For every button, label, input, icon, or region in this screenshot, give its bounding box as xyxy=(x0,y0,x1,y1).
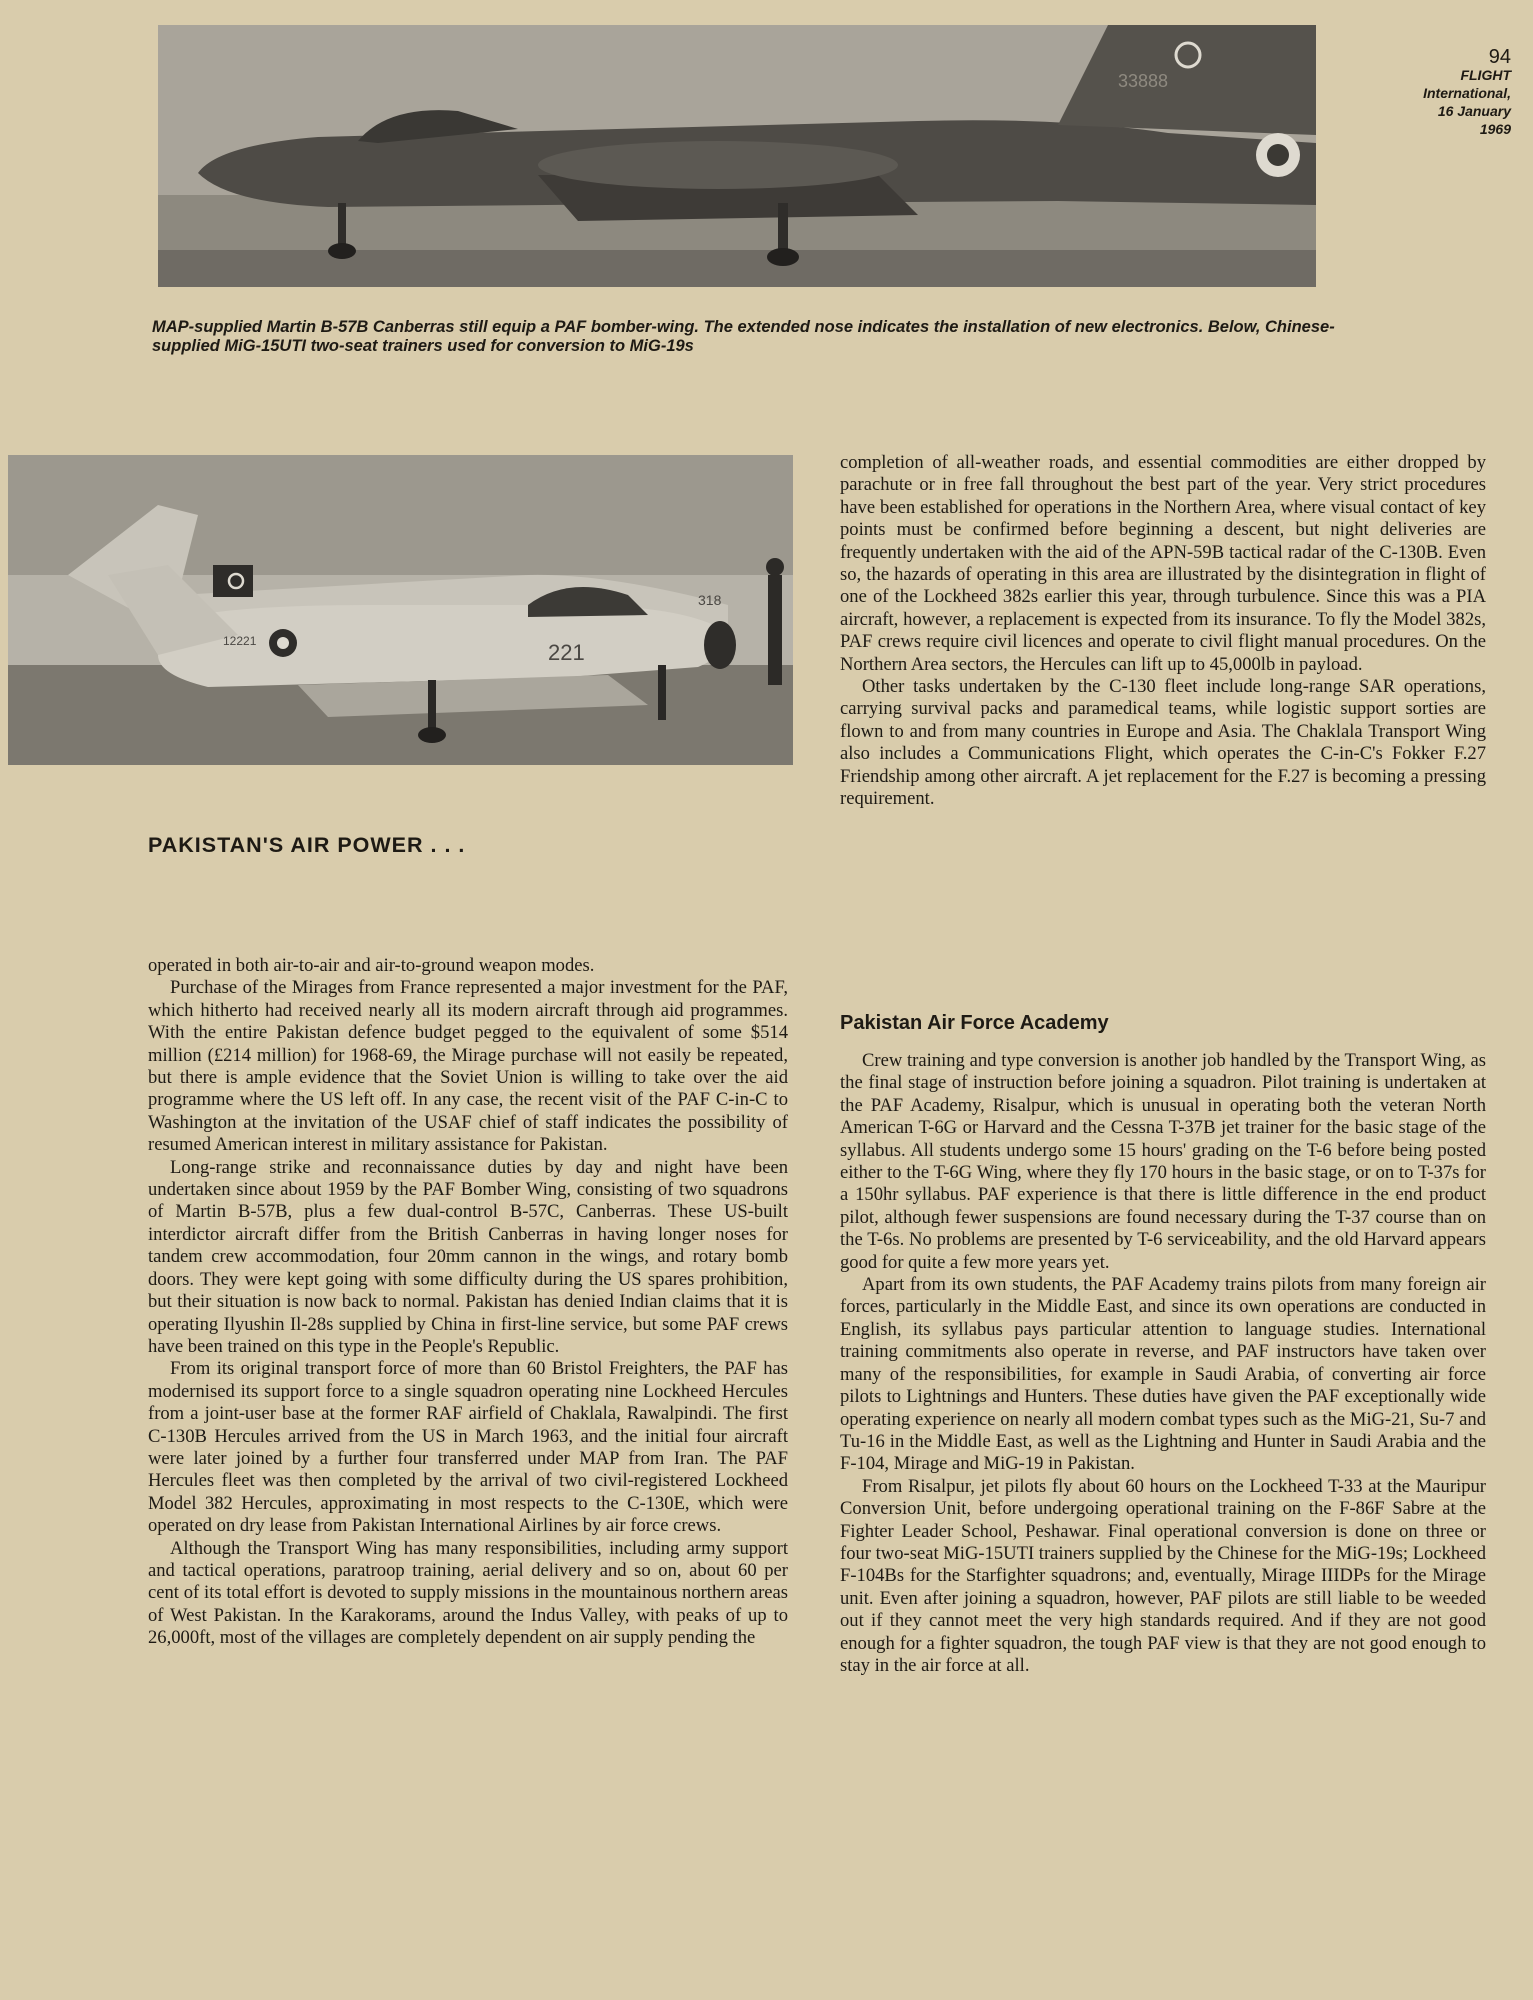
canberra-photo xyxy=(158,25,1316,287)
paragraph: Crew training and type conversion is another job handled by the Transport Wing, as the final stage of instruction before joining a squadron. Pilot training is undertaken at the PAF Academy, Risalpur, which is unusual in operating both the veteran North American T-6G or Harvard and the Cessna T-37B jet trainer for the basic stage of the syllabus. All students undergo some 15 hours' grading on the T-6 before being posted either to the T-6G Wing, where they fly 170 hours in the basic stage, or on to T-37s for a 150hr syllabus. PAF experience is that there is little difference in the end product pilot, although fewer suspensions are found necessary during the T-37 course than on the T-6s. No problems are presented by T-6 serviceability, and the old Harvard appears good for quite a few more years yet. xyxy=(840,1050,1486,1273)
page-header xyxy=(1311,48,1511,138)
paragraph: Other tasks undertaken by the C-130 fleet include long-range SAR operations, carrying survival packs and paramedical teams, while logistic support sorties are flown to and from many countries in Europe and Asia. The Chaklala Transport Wing also includes a Communications Flight, which operates the C-in-C's Fokker F.27 Friendship among other aircraft. A jet replacement for the F.27 is becoming a pressing requirement. xyxy=(840,676,1486,810)
mig-tail-number: 12221 xyxy=(223,634,257,648)
issue-year: 1969 xyxy=(1479,121,1511,137)
left-column xyxy=(148,955,788,1650)
mig-nose-number: 318 xyxy=(698,592,722,608)
page-number: 94 xyxy=(1488,46,1511,68)
right-column-bottom xyxy=(840,1050,1486,1677)
canberra-serial: 33888 xyxy=(1118,71,1169,91)
section-title: PAKISTAN'S AIR POWER . . . xyxy=(148,833,466,857)
subheading: Pakistan Air Force Academy xyxy=(840,1012,1109,1034)
magazine-edition: International, xyxy=(1423,85,1511,101)
paragraph: Long-range strike and reconnaissance duties by day and night have been undertaken since about 1959 by the PAF Bomber Wing, consisting of two squadrons of Martin B-57B, plus a few dual-control B-57C, Canberras. These US-built interdictor aircraft differ from the British Canberras in having longer noses for tandem crew accommodation, four 20mm cannon in the wings, and rotary bomb doors. They were kept going with some difficulty during the US spares prohibition, but their situation is now back to normal. Pakistan has denied Indian claims that it is operating Ilyushin Il-28s supplied by China in first-line service, but some PAF crews have been trained on this type in the People's Republic. xyxy=(148,1156,788,1357)
mig-fuselage-number: 221 xyxy=(548,640,585,665)
paragraph: Although the Transport Wing has many responsibilities, including army support and tactical operations, paratroop training, aerial delivery and so on, about 60 per cent of its total effort is devoted to supply missions in the mountainous northern areas of West Pakistan. In the Karakorams, around the Indus Valley, with peaks of up to 26,000ft, most of the villages are completely dependent on air supply pending the xyxy=(148,1537,788,1649)
paragraph: operated in both air-to-air and air-to-ground weapon modes. xyxy=(148,955,595,976)
right-column-top xyxy=(840,452,1486,811)
magazine-name: FLIGHT xyxy=(1460,67,1511,83)
photo-caption: MAP-supplied Martin B-57B Canberras still equip a PAF bomber-wing. The extended nose indicates the installation of new electronics. Below, Chinese-supplied MiG-15UTI two-seat trainers used for conversion to MiG-19s xyxy=(152,318,1335,355)
paragraph: From its original transport force of more than 60 Bristol Freighters, the PAF has modernised its support force to a single squadron operating nine Lockheed Hercules from a joint-user base at the former RAF airfield of Chaklala, Rawalpindi. The first C-130B Hercules arrived from the US in March 1963, and the initial four aircraft were later joined by a further four transferred under MAP from Iran. The PAF Hercules fleet was then completed by the arrival of two civil-registered Lockheed Model 382 Hercules, approximating in most respects to the C-130E, which were operated on dry lease from Pakistan International Airlines by air force crews. xyxy=(148,1358,788,1537)
paragraph: Apart from its own students, the PAF Academy trains pilots from many foreign air forces, particularly in the Middle East, and since its own operations are conducted in English, its syllabus pays particular attention to language studies. International training commitments also operate in reverse, and PAF instructors have taken over many of the responsibilities, for example in Saudi Arabia, of converting air force pilots to Lightnings and Hunters. These duties have given the PAF exceptionally wide operating experience on nearly all modern combat types such as the MiG-21, Su-7 and Tu-16 in the Middle East, as well as the Lightning and Hunter in Saudi Arabia and the F-104, Mirage and MiG-19 in Pakistan. xyxy=(840,1274,1486,1475)
mig-15uti-photo xyxy=(8,455,793,765)
paragraph: From Risalpur, jet pilots fly about 60 hours on the Lockheed T-33 at the Mauripur Conversion Unit, before undergoing operational training on the F-86F Sabre at the Fighter Leader School, Peshawar. Final operational conversion is done on three or four two-seat MiG-15UTI trainers supplied by the Chinese for the MiG-19s; Lockheed F-104Bs for the Starfighter squadrons; and, eventually, Mirage IIIDPs for the Mirage unit. Even after joining a squadron, however, PAF pilots are still liable to be weeded out if they cannot meet the very high standards required. And if they are not good enough for a fighter squadron, the tough PAF view is that they are not good enough to stay in the air force at all. xyxy=(840,1475,1486,1676)
issue-date: 16 January xyxy=(1437,103,1511,119)
paragraph: Purchase of the Mirages from France represented a major investment for the PAF, which hitherto had received nearly all its modern aircraft through aid programmes. With the entire Pakistan defence budget pegged to the equivalent of some $514 million (£214 million) for 1968-69, the Mirage purchase will not easily be repeated, but there is ample evidence that the Soviet Union is willing to take over the aid programme where the US left off. In any case, the recent visit of the PAF C-in-C to Washington at the invitation of the USAF chief of staff indicates the possibility of resumed American interest in military assistance for Pakistan. xyxy=(148,977,788,1156)
paragraph: completion of all-weather roads, and essential commodities are either dropped by parachute or in free fall throughout the best part of the year. Very strict procedures have been established for operations in the Northern Area, where visual contact of key points must be confirmed before beginning a descent, but night deliveries are frequently undertaken with the aid of the APN-59B tactical radar of the C-130B. Even so, the hazards of operating in this area are illustrated by the disintegration in flight of one of the Lockheed 382s earlier this year, through turbulence. Since this was a PIA aircraft, however, a replacement is expected from its insurance. To fly the Model 382s, PAF crews require civil licences and operate to civil flight manual procedures. On the Northern Area sectors, the Hercules can lift up to 45,000lb in payload. xyxy=(840,452,1486,675)
